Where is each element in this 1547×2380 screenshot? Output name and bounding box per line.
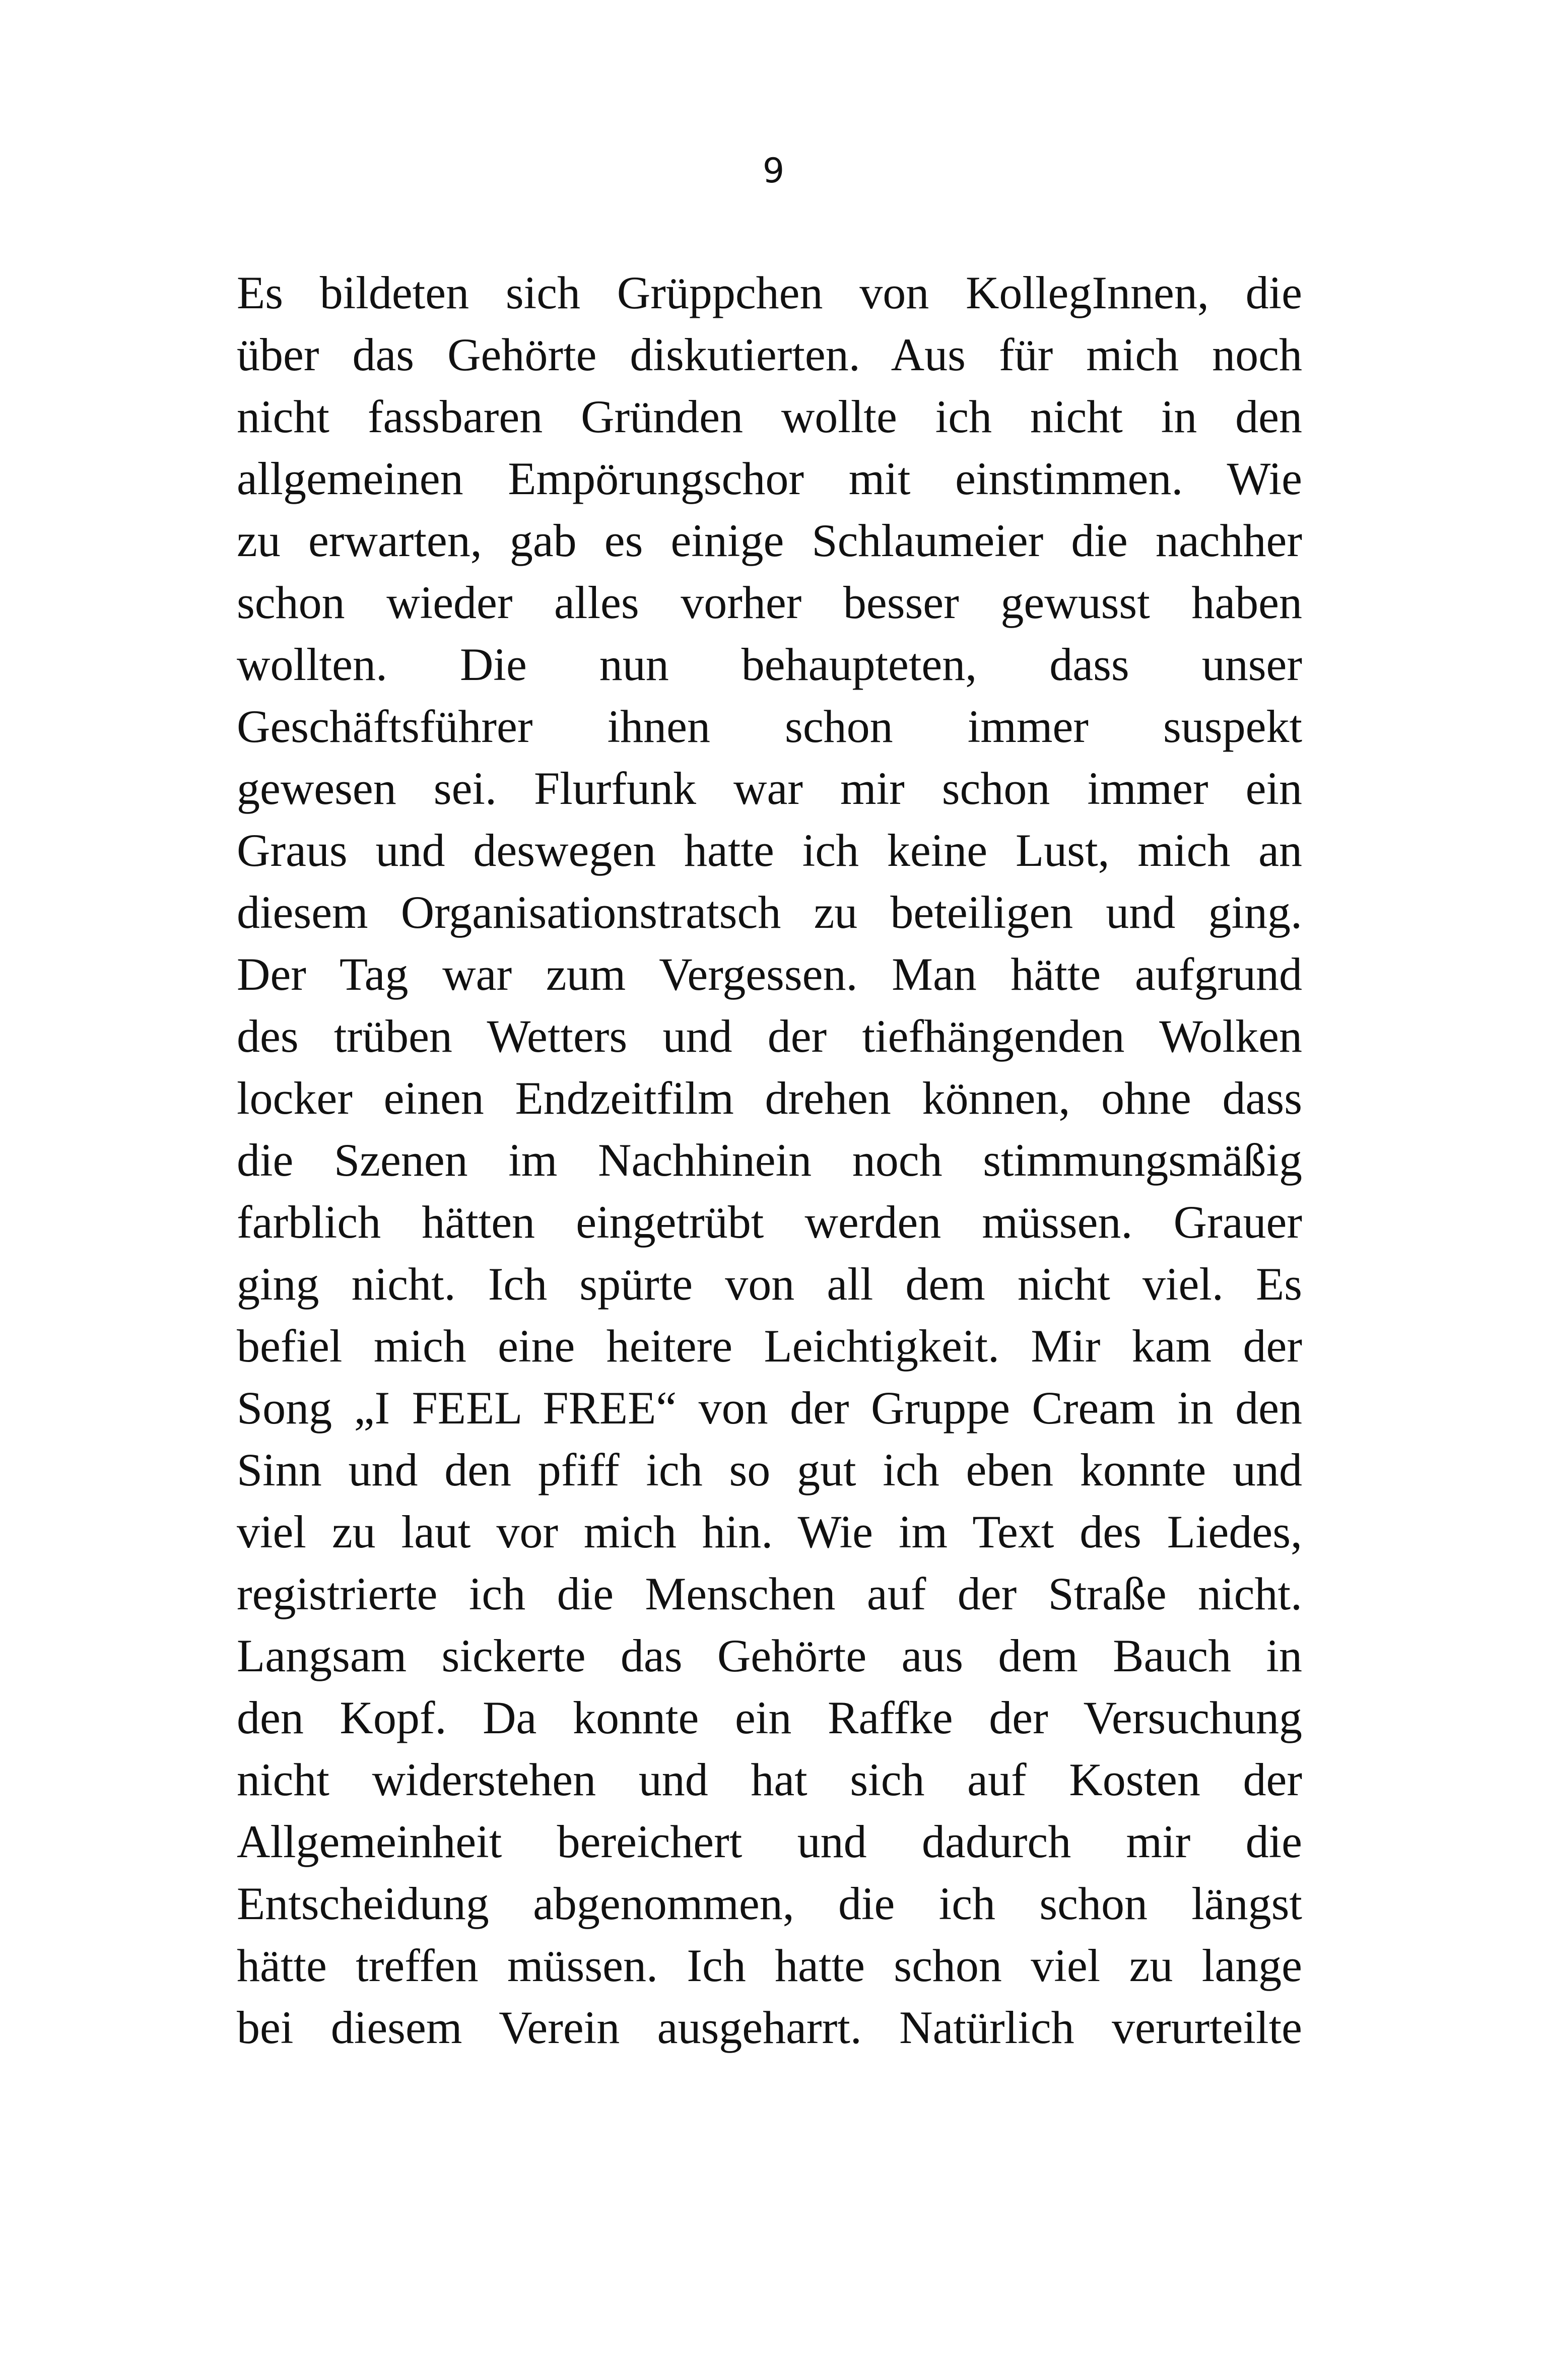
page-number: 9 xyxy=(762,151,785,191)
text-line: Allgemeinheit bereichert und dadurch mir die xyxy=(237,1816,1302,1867)
text-line: nicht fassbaren Gründen wollte ich nicht in den xyxy=(237,391,1302,442)
text-line: Geschäftsführer ihnen schon immer suspekt xyxy=(237,701,1302,752)
text-line: Langsam sickerte das Gehörte aus dem Bauch in xyxy=(237,1630,1302,1681)
text-line: nicht widerstehen und hat sich auf Kosten der xyxy=(237,1754,1302,1805)
text-line: zu erwarten, gab es einige Schlaumeier die nachher xyxy=(237,515,1302,566)
text-line: die Szenen im Nachhinein noch stimmungsmäßig xyxy=(237,1134,1302,1186)
text-line: locker einen Endzeitfilm drehen können, ohne dass xyxy=(237,1072,1302,1124)
text-line: den Kopf. Da konnte ein Raffke der Versuchung xyxy=(237,1692,1302,1743)
text-line: registrierte ich die Menschen auf der Straße nicht. xyxy=(237,1568,1302,1619)
text-line: gewesen sei. Flurfunk war mir schon immer ein xyxy=(237,763,1302,814)
text-line: Entscheidung abgenommen, die ich schon längst xyxy=(237,1878,1302,1929)
text-line: Graus und deswegen hatte ich keine Lust, mich an xyxy=(237,825,1302,876)
text-line: Es bildeten sich Grüppchen von KollegInnen, die xyxy=(237,267,1302,318)
text-line: schon wieder alles vorher besser gewusst haben xyxy=(237,577,1302,628)
text-line: Der Tag war zum Vergessen. Man hätte aufgrund xyxy=(237,948,1302,1000)
text-line: ging nicht. Ich spürte von all dem nicht viel. Es xyxy=(237,1258,1302,1310)
text-line: farblich hätten eingetrübt werden müssen. Grauer xyxy=(237,1196,1302,1248)
text-line: allgemeinen Empörungschor mit einstimmen. Wie xyxy=(237,453,1302,504)
text-line: viel zu laut vor mich hin. Wie im Text des Liedes, xyxy=(237,1506,1302,1557)
text-line: bei diesem Verein ausgeharrt. Natürlich verurteilte xyxy=(237,2002,1302,2053)
text-line: des trüben Wetters und der tiefhängenden Wolken xyxy=(237,1010,1302,1062)
text-line: über das Gehörte diskutierten. Aus für mich noch xyxy=(237,329,1302,380)
body-text xyxy=(237,262,1302,2059)
text-line: diesem Organisationstratsch zu beteiligen und ging. xyxy=(237,887,1302,938)
text-line: wollten. Die nun behaupteten, dass unser xyxy=(237,639,1302,690)
text-line: befiel mich eine heitere Leichtigkeit. Mir kam der xyxy=(237,1320,1302,1372)
text-line: Sinn und den pfiff ich so gut ich eben konnte und xyxy=(237,1444,1302,1495)
text-line: Song „I FEEL FREE“ von der Gruppe Cream in den xyxy=(237,1382,1302,1434)
text-line: hätte treffen müssen. Ich hatte schon viel zu lange xyxy=(237,1940,1302,1991)
